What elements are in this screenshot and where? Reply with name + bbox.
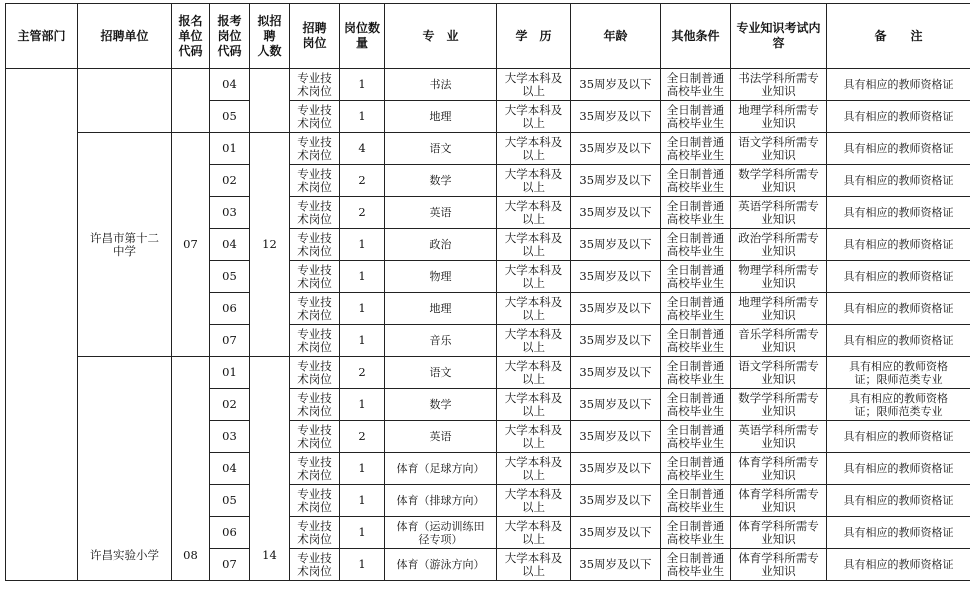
education-cell: 大学本科及 以上 bbox=[497, 197, 571, 229]
notes-cell: 具有相应的教师资格证 bbox=[827, 325, 971, 357]
notes-cell: 具有相应的教师资格证 bbox=[827, 133, 971, 165]
notes-cell: 具有相应的教师资格证 bbox=[827, 421, 971, 453]
major-cell: 体育（排球方向） bbox=[385, 485, 497, 517]
recruitment-table-sheet bbox=[5, 3, 970, 610]
unit-code-cell: 07 bbox=[172, 133, 210, 357]
other-cell: 全日制普通 高校毕业生 bbox=[661, 389, 731, 421]
post-type-cell: 专业技 术岗位 bbox=[290, 165, 340, 197]
post-code-cell: 03 bbox=[210, 421, 250, 453]
other-cell: 全日制普通 高校毕业生 bbox=[661, 453, 731, 485]
post-type-cell: 专业技 术岗位 bbox=[290, 229, 340, 261]
education-cell: 大学本科及 以上 bbox=[497, 549, 571, 581]
post-code-cell: 06 bbox=[210, 517, 250, 549]
major-cell: 数学 bbox=[385, 389, 497, 421]
education-cell: 大学本科及 以上 bbox=[497, 453, 571, 485]
post-count-cell: 2 bbox=[340, 421, 385, 453]
header-other: 其他条件 bbox=[661, 4, 731, 69]
age-cell: 35周岁及以下 bbox=[571, 517, 661, 549]
post-code-cell: 04 bbox=[210, 69, 250, 101]
other-cell: 全日制普通 高校毕业生 bbox=[661, 549, 731, 581]
post-count-cell: 1 bbox=[340, 389, 385, 421]
age-cell: 35周岁及以下 bbox=[571, 165, 661, 197]
other-cell: 全日制普通 高校毕业生 bbox=[661, 293, 731, 325]
education-cell: 大学本科及 以上 bbox=[497, 101, 571, 133]
header-education: 学 历 bbox=[497, 4, 571, 69]
exam-cell: 体育学科所需专 业知识 bbox=[731, 549, 827, 581]
major-cell: 体育（足球方向） bbox=[385, 453, 497, 485]
post-type-cell: 专业技 术岗位 bbox=[290, 549, 340, 581]
post-code-cell: 05 bbox=[210, 261, 250, 293]
education-cell: 大学本科及 以上 bbox=[497, 261, 571, 293]
post-code-cell: 04 bbox=[210, 229, 250, 261]
age-cell: 35周岁及以下 bbox=[571, 229, 661, 261]
notes-cell: 具有相应的教师资格 证；限师范类专业 bbox=[827, 357, 971, 389]
exam-cell: 数学学科所需专 业知识 bbox=[731, 389, 827, 421]
unit-code-cell: 08 bbox=[172, 357, 210, 581]
post-code-cell: 06 bbox=[210, 293, 250, 325]
age-cell: 35周岁及以下 bbox=[571, 325, 661, 357]
age-cell: 35周岁及以下 bbox=[571, 197, 661, 229]
header-age: 年龄 bbox=[571, 4, 661, 69]
exam-cell: 书法学科所需专 业知识 bbox=[731, 69, 827, 101]
post-type-cell: 专业技 术岗位 bbox=[290, 485, 340, 517]
age-cell: 35周岁及以下 bbox=[571, 101, 661, 133]
unit-cell: 许昌市第十二 中学 bbox=[78, 133, 172, 357]
post-type-cell: 专业技 术岗位 bbox=[290, 517, 340, 549]
education-cell: 大学本科及 以上 bbox=[497, 517, 571, 549]
header-dept: 主管部门 bbox=[6, 4, 78, 69]
notes-cell: 具有相应的教师资格证 bbox=[827, 261, 971, 293]
exam-cell: 体育学科所需专 业知识 bbox=[731, 453, 827, 485]
education-cell: 大学本科及 以上 bbox=[497, 165, 571, 197]
education-cell: 大学本科及 以上 bbox=[497, 485, 571, 517]
other-cell: 全日制普通 高校毕业生 bbox=[661, 101, 731, 133]
other-cell: 全日制普通 高校毕业生 bbox=[661, 197, 731, 229]
other-cell: 全日制普通 高校毕业生 bbox=[661, 165, 731, 197]
post-count-cell: 1 bbox=[340, 229, 385, 261]
post-count-cell: 1 bbox=[340, 325, 385, 357]
table-row bbox=[6, 133, 971, 165]
exam-cell: 语文学科所需专 业知识 bbox=[731, 357, 827, 389]
notes-cell: 具有相应的教师资格证 bbox=[827, 165, 971, 197]
notes-cell: 具有相应的教师资格证 bbox=[827, 101, 971, 133]
dept-cell bbox=[6, 69, 78, 581]
post-code-cell: 05 bbox=[210, 101, 250, 133]
header-row bbox=[6, 4, 971, 69]
education-cell: 大学本科及 以上 bbox=[497, 389, 571, 421]
major-cell: 物理 bbox=[385, 261, 497, 293]
other-cell: 全日制普通 高校毕业生 bbox=[661, 229, 731, 261]
post-type-cell: 专业技 术岗位 bbox=[290, 453, 340, 485]
header-unit-code: 报名 单位 代码 bbox=[172, 4, 210, 69]
other-cell: 全日制普通 高校毕业生 bbox=[661, 485, 731, 517]
age-cell: 35周岁及以下 bbox=[571, 453, 661, 485]
post-count-cell: 2 bbox=[340, 357, 385, 389]
post-type-cell: 专业技 术岗位 bbox=[290, 101, 340, 133]
post-count-cell: 1 bbox=[340, 293, 385, 325]
header-major: 专 业 bbox=[385, 4, 497, 69]
other-cell: 全日制普通 高校毕业生 bbox=[661, 261, 731, 293]
age-cell: 35周岁及以下 bbox=[571, 421, 661, 453]
age-cell: 35周岁及以下 bbox=[571, 389, 661, 421]
post-count-cell: 2 bbox=[340, 197, 385, 229]
post-count-cell: 1 bbox=[340, 517, 385, 549]
major-cell: 地理 bbox=[385, 101, 497, 133]
post-type-cell: 专业技 术岗位 bbox=[290, 293, 340, 325]
recruitment-table bbox=[5, 3, 970, 581]
table-body bbox=[6, 69, 971, 581]
exam-cell: 地理学科所需专 业知识 bbox=[731, 101, 827, 133]
exam-cell: 地理学科所需专 业知识 bbox=[731, 293, 827, 325]
notes-cell: 具有相应的教师资格证 bbox=[827, 229, 971, 261]
post-code-cell: 03 bbox=[210, 197, 250, 229]
notes-cell: 具有相应的教师资格证 bbox=[827, 197, 971, 229]
education-cell: 大学本科及 以上 bbox=[497, 357, 571, 389]
header-notes: 备 注 bbox=[827, 4, 971, 69]
major-cell: 体育（游泳方向） bbox=[385, 549, 497, 581]
exam-cell: 英语学科所需专 业知识 bbox=[731, 197, 827, 229]
exam-cell: 语文学科所需专 业知识 bbox=[731, 133, 827, 165]
exam-cell: 音乐学科所需专 业知识 bbox=[731, 325, 827, 357]
other-cell: 全日制普通 高校毕业生 bbox=[661, 133, 731, 165]
age-cell: 35周岁及以下 bbox=[571, 133, 661, 165]
post-code-cell: 02 bbox=[210, 389, 250, 421]
education-cell: 大学本科及 以上 bbox=[497, 293, 571, 325]
post-type-cell: 专业技 术岗位 bbox=[290, 261, 340, 293]
age-cell: 35周岁及以下 bbox=[571, 69, 661, 101]
post-count-cell: 1 bbox=[340, 485, 385, 517]
post-type-cell: 专业技 术岗位 bbox=[290, 357, 340, 389]
other-cell: 全日制普通 高校毕业生 bbox=[661, 517, 731, 549]
post-type-cell: 专业技 术岗位 bbox=[290, 421, 340, 453]
unit-code-cell bbox=[172, 69, 210, 133]
post-type-cell: 专业技 术岗位 bbox=[290, 197, 340, 229]
post-count-cell: 1 bbox=[340, 101, 385, 133]
major-cell: 语文 bbox=[385, 357, 497, 389]
post-type-cell: 专业技 术岗位 bbox=[290, 133, 340, 165]
hires-cell bbox=[250, 69, 290, 133]
table-row bbox=[6, 357, 971, 389]
other-cell: 全日制普通 高校毕业生 bbox=[661, 325, 731, 357]
post-type-cell: 专业技 术岗位 bbox=[290, 69, 340, 101]
post-type-cell: 专业技 术岗位 bbox=[290, 325, 340, 357]
exam-cell: 物理学科所需专 业知识 bbox=[731, 261, 827, 293]
age-cell: 35周岁及以下 bbox=[571, 261, 661, 293]
post-code-cell: 02 bbox=[210, 165, 250, 197]
header-post-count: 岗位数 量 bbox=[340, 4, 385, 69]
post-code-cell: 01 bbox=[210, 133, 250, 165]
post-code-cell: 05 bbox=[210, 485, 250, 517]
other-cell: 全日制普通 高校毕业生 bbox=[661, 421, 731, 453]
post-count-cell: 1 bbox=[340, 453, 385, 485]
header-unit: 招聘单位 bbox=[78, 4, 172, 69]
post-code-cell: 07 bbox=[210, 325, 250, 357]
major-cell: 音乐 bbox=[385, 325, 497, 357]
exam-cell: 体育学科所需专 业知识 bbox=[731, 485, 827, 517]
notes-cell: 具有相应的教师资格 证；限师范类专业 bbox=[827, 389, 971, 421]
major-cell: 书法 bbox=[385, 69, 497, 101]
major-cell: 英语 bbox=[385, 197, 497, 229]
post-code-cell: 07 bbox=[210, 549, 250, 581]
unit-cell bbox=[78, 69, 172, 133]
major-cell: 体育（运动训练田 径专项） bbox=[385, 517, 497, 549]
exam-cell: 英语学科所需专 业知识 bbox=[731, 421, 827, 453]
education-cell: 大学本科及 以上 bbox=[497, 69, 571, 101]
notes-cell: 具有相应的教师资格证 bbox=[827, 549, 971, 581]
major-cell: 地理 bbox=[385, 293, 497, 325]
post-count-cell: 2 bbox=[340, 165, 385, 197]
major-cell: 数学 bbox=[385, 165, 497, 197]
age-cell: 35周岁及以下 bbox=[571, 357, 661, 389]
post-count-cell: 1 bbox=[340, 261, 385, 293]
hires-cell: 14 bbox=[250, 357, 290, 581]
header-exam: 专业知识考试内 容 bbox=[731, 4, 827, 69]
major-cell: 政治 bbox=[385, 229, 497, 261]
hires-cell: 12 bbox=[250, 133, 290, 357]
other-cell: 全日制普通 高校毕业生 bbox=[661, 357, 731, 389]
header-post-type: 招聘 岗位 bbox=[290, 4, 340, 69]
other-cell: 全日制普通 高校毕业生 bbox=[661, 69, 731, 101]
header-hires: 拟招 聘 人数 bbox=[250, 4, 290, 69]
notes-cell: 具有相应的教师资格证 bbox=[827, 293, 971, 325]
notes-cell: 具有相应的教师资格证 bbox=[827, 517, 971, 549]
post-type-cell: 专业技 术岗位 bbox=[290, 389, 340, 421]
post-count-cell: 1 bbox=[340, 549, 385, 581]
education-cell: 大学本科及 以上 bbox=[497, 325, 571, 357]
notes-cell: 具有相应的教师资格证 bbox=[827, 69, 971, 101]
education-cell: 大学本科及 以上 bbox=[497, 229, 571, 261]
post-count-cell: 4 bbox=[340, 133, 385, 165]
major-cell: 英语 bbox=[385, 421, 497, 453]
exam-cell: 体育学科所需专 业知识 bbox=[731, 517, 827, 549]
age-cell: 35周岁及以下 bbox=[571, 549, 661, 581]
age-cell: 35周岁及以下 bbox=[571, 293, 661, 325]
header-post-code: 报考 岗位 代码 bbox=[210, 4, 250, 69]
post-code-cell: 04 bbox=[210, 453, 250, 485]
education-cell: 大学本科及 以上 bbox=[497, 133, 571, 165]
table-row bbox=[6, 69, 971, 101]
education-cell: 大学本科及 以上 bbox=[497, 421, 571, 453]
notes-cell: 具有相应的教师资格证 bbox=[827, 485, 971, 517]
unit-cell: 许昌实验小学 bbox=[78, 357, 172, 581]
exam-cell: 政治学科所需专 业知识 bbox=[731, 229, 827, 261]
post-code-cell: 01 bbox=[210, 357, 250, 389]
age-cell: 35周岁及以下 bbox=[571, 485, 661, 517]
exam-cell: 数学学科所需专 业知识 bbox=[731, 165, 827, 197]
notes-cell: 具有相应的教师资格证 bbox=[827, 453, 971, 485]
post-count-cell: 1 bbox=[340, 69, 385, 101]
major-cell: 语文 bbox=[385, 133, 497, 165]
